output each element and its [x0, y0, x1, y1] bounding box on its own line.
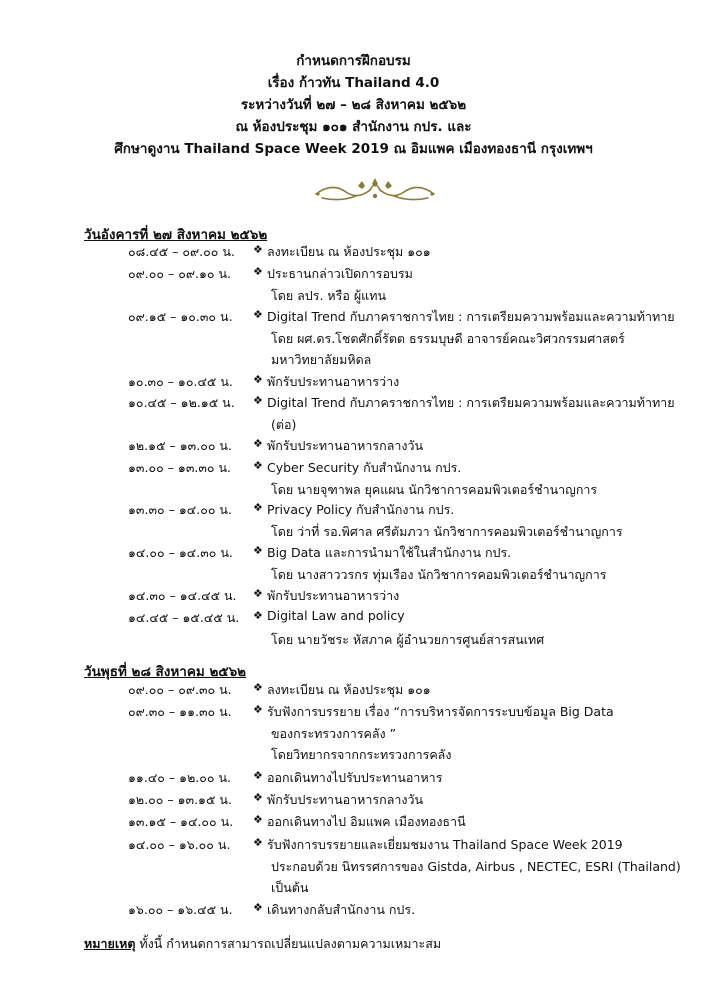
- agenda-item-title: Digital Trend กับภาคราชการไทย : การเตรียมความพร้อมและความท้าทาย: [267, 309, 675, 324]
- diamond-bullet-icon: ❖: [253, 373, 263, 386]
- header-line: ระหว่างวันที่ ๒๗ – ๒๘ สิงหาคม ๒๕๖๒: [240, 97, 467, 113]
- footnote-text: ทั้งนี้ กำหนดการสามารถเปลี่ยนแปลงตามความเหมาะสม: [135, 936, 442, 951]
- diamond-bullet-icon: ❖: [253, 813, 263, 826]
- diamond-bullet-icon: ❖: [253, 703, 263, 716]
- document-header: [0, 50, 707, 160]
- footnote: [84, 934, 441, 954]
- agenda-item-detail: (ต่อ): [271, 416, 297, 432]
- time-range: ๐๙.๐๐ – ๐๙.๑๐ น.: [128, 266, 232, 281]
- agenda-item-title: Digital Trend กับภาคราชการไทย : การเตรียมความพร้อมและความท้าทาย: [267, 395, 675, 410]
- agenda-item-title: Big Data และการนำมาใช้ในสำนักงาน กปร.: [267, 545, 512, 560]
- agenda-item-detail: โดย นายจุฑาพล ยุคแผน นักวิชาการคอมพิวเตอร์ชำนาญการ: [271, 481, 598, 497]
- agenda-item-title: Cyber Security กับสำนักงาน กปร.: [267, 460, 462, 475]
- diamond-bullet-icon: ❖: [253, 394, 263, 407]
- agenda-item-title: ประธานกล่าวเปิดการอบรม: [267, 266, 413, 281]
- time-range: ๑๓.๐๐ – ๑๓.๓๐ น.: [128, 460, 232, 475]
- agenda-item-detail: เป็นต้น: [271, 880, 309, 895]
- agenda-item-detail: โดย ผศ.ดร.โชตศักดิ์รัตต ธรรมบุษดี อาจารย์คณะวิศวกรรมศาสตร์: [271, 330, 625, 346]
- agenda-item-detail: ประกอบด้วย นิทรรศการของ Gistda, Airbus , NECTEC, ESRI (Thailand): [271, 858, 681, 874]
- agenda-item-title: ลงทะเบียน ณ ห้องประชุม ๑๐๑: [267, 244, 431, 259]
- agenda-item-title: ออกเดินทางไปรับประทานอาหาร: [267, 770, 443, 785]
- agenda-item-title: ลงทะเบียน ณ ห้องประชุม ๑๐๑: [267, 682, 431, 697]
- time-range: ๑๓.๓๐ – ๑๔.๐๐ น.: [128, 502, 232, 517]
- header-line: เรื่อง ก้าวทัน Thailand 4.0: [267, 75, 440, 91]
- time-range: ๑๐.๔๕ – ๑๒.๑๕ น.: [128, 395, 235, 410]
- time-range: ๑๖.๐๐ – ๑๖.๔๕ น.: [128, 902, 233, 917]
- agenda-item-detail: โดย นายวัชระ หัสภาค ผู้อำนวยการศูนย์สารสนเทศ: [271, 631, 545, 647]
- diamond-bullet-icon: ❖: [253, 609, 263, 622]
- agenda-item-title: รับฟังการบรรยาย เรื่อง “การบริหารจัดการระบบข้อมูล Big Data: [267, 704, 614, 719]
- agenda-item-detail: ของกระทรวงการคลัง ”: [271, 725, 397, 741]
- diamond-bullet-icon: ❖: [253, 437, 263, 450]
- agenda-item-title: พักรับประทานอาหารว่าง: [267, 588, 400, 603]
- agenda-item-title: Digital Law and policy: [267, 608, 405, 623]
- agenda-item-detail: โดย นางสาววรกร ทุ่มเรือง นักวิชาการคอมพิวเตอร์ชำนาญการ: [271, 566, 607, 582]
- day-heading: วันพุธที่ ๒๘ สิงหาคม ๒๕๖๒: [84, 664, 247, 680]
- agenda-item-detail: โดย ลปร. หรือ ผู้แทน: [271, 287, 386, 303]
- time-range: ๑๑.๔๐ – ๑๒.๐๐ น.: [128, 770, 232, 785]
- header-line: กำหนดการฝึกอบรม: [296, 53, 411, 69]
- time-range: ๐๙.๐๐ – ๐๙.๓๐ น.: [128, 682, 232, 697]
- diamond-bullet-icon: ❖: [253, 308, 263, 321]
- header-line: ศึกษาดูงาน Thailand Space Week 2019 ณ อิมแพค เมืองทองธานี กรุงเทพฯ: [114, 141, 593, 157]
- time-range: ๑๔.๓๐ – ๑๔.๔๕ น.: [128, 588, 237, 603]
- time-range: ๐๙.๓๐ – ๑๑.๓๐ น.: [128, 704, 232, 719]
- day-heading: วันอังคารที่ ๒๗ สิงหาคม ๒๕๖๒: [84, 227, 268, 243]
- diamond-bullet-icon: ❖: [253, 243, 263, 256]
- agenda-item-title: Privacy Policy กับสำนักงาน กปร.: [267, 502, 455, 517]
- diamond-bullet-icon: ❖: [253, 681, 263, 694]
- time-range: ๐๘.๔๕ – ๐๙.๐๐ น.: [128, 244, 235, 259]
- agenda-item-detail: โดยวิทยากรจากกระทรวงการคลัง: [271, 747, 452, 762]
- time-range: ๐๙.๑๕ – ๑๐.๓๐ น.: [128, 309, 233, 324]
- agenda-item-title: เดินทางกลับสำนักงาน กปร.: [267, 902, 416, 917]
- diamond-bullet-icon: ❖: [253, 791, 263, 804]
- header-line: ณ ห้องประชุม ๑๐๑ สำนักงาน กปร. และ: [235, 119, 472, 135]
- agenda-item-title: พักรับประทานอาหารกลางวัน: [267, 438, 424, 453]
- agenda-item-detail: โดย ว่าที่ รอ.พิศาล ศรีตัมภวา นักวิชาการคอมพิวเตอร์ชำนาญการ: [271, 523, 623, 539]
- time-range: ๑๔.๐๐ – ๑๔.๓๐ น.: [128, 545, 233, 560]
- diamond-bullet-icon: ❖: [253, 501, 263, 514]
- floral-divider-icon: [312, 172, 438, 206]
- footnote-label: หมายเหตุ: [84, 936, 136, 951]
- time-range: ๑๓.๑๕ – ๑๔.๐๐ น.: [128, 814, 234, 829]
- diamond-bullet-icon: ❖: [253, 836, 263, 849]
- agenda-item-title: รับฟังการบรรยายและเยี่ยมชมงาน Thailand Space Week 2019: [267, 837, 623, 852]
- time-range: ๑๔.๐๐ – ๑๖.๐๐ น.: [128, 837, 231, 852]
- diamond-bullet-icon: ❖: [253, 587, 263, 600]
- time-range: ๑๒.๑๕ – ๑๓.๐๐ น.: [128, 438, 232, 453]
- time-range: ๑๒.๐๐ – ๑๓.๑๕ น.: [128, 792, 232, 807]
- diamond-bullet-icon: ❖: [253, 544, 263, 557]
- diamond-bullet-icon: ❖: [253, 265, 263, 278]
- diamond-bullet-icon: ❖: [253, 769, 263, 782]
- time-range: ๑๐.๓๐ – ๑๐.๔๕ น.: [128, 374, 233, 389]
- agenda-item-title: ออกเดินทางไป อิมแพค เมืองทองธานี: [267, 814, 466, 829]
- agenda-item-detail: มหาวิทยาลัยมหิดล: [271, 352, 372, 367]
- diamond-bullet-icon: ❖: [253, 459, 263, 472]
- agenda-item-title: พักรับประทานอาหารว่าง: [267, 374, 400, 389]
- diamond-bullet-icon: ❖: [253, 901, 263, 914]
- time-range: ๑๔.๔๕ – ๑๕.๔๕ น.: [128, 610, 240, 625]
- agenda-item-title: พักรับประทานอาหารกลางวัน: [267, 792, 424, 807]
